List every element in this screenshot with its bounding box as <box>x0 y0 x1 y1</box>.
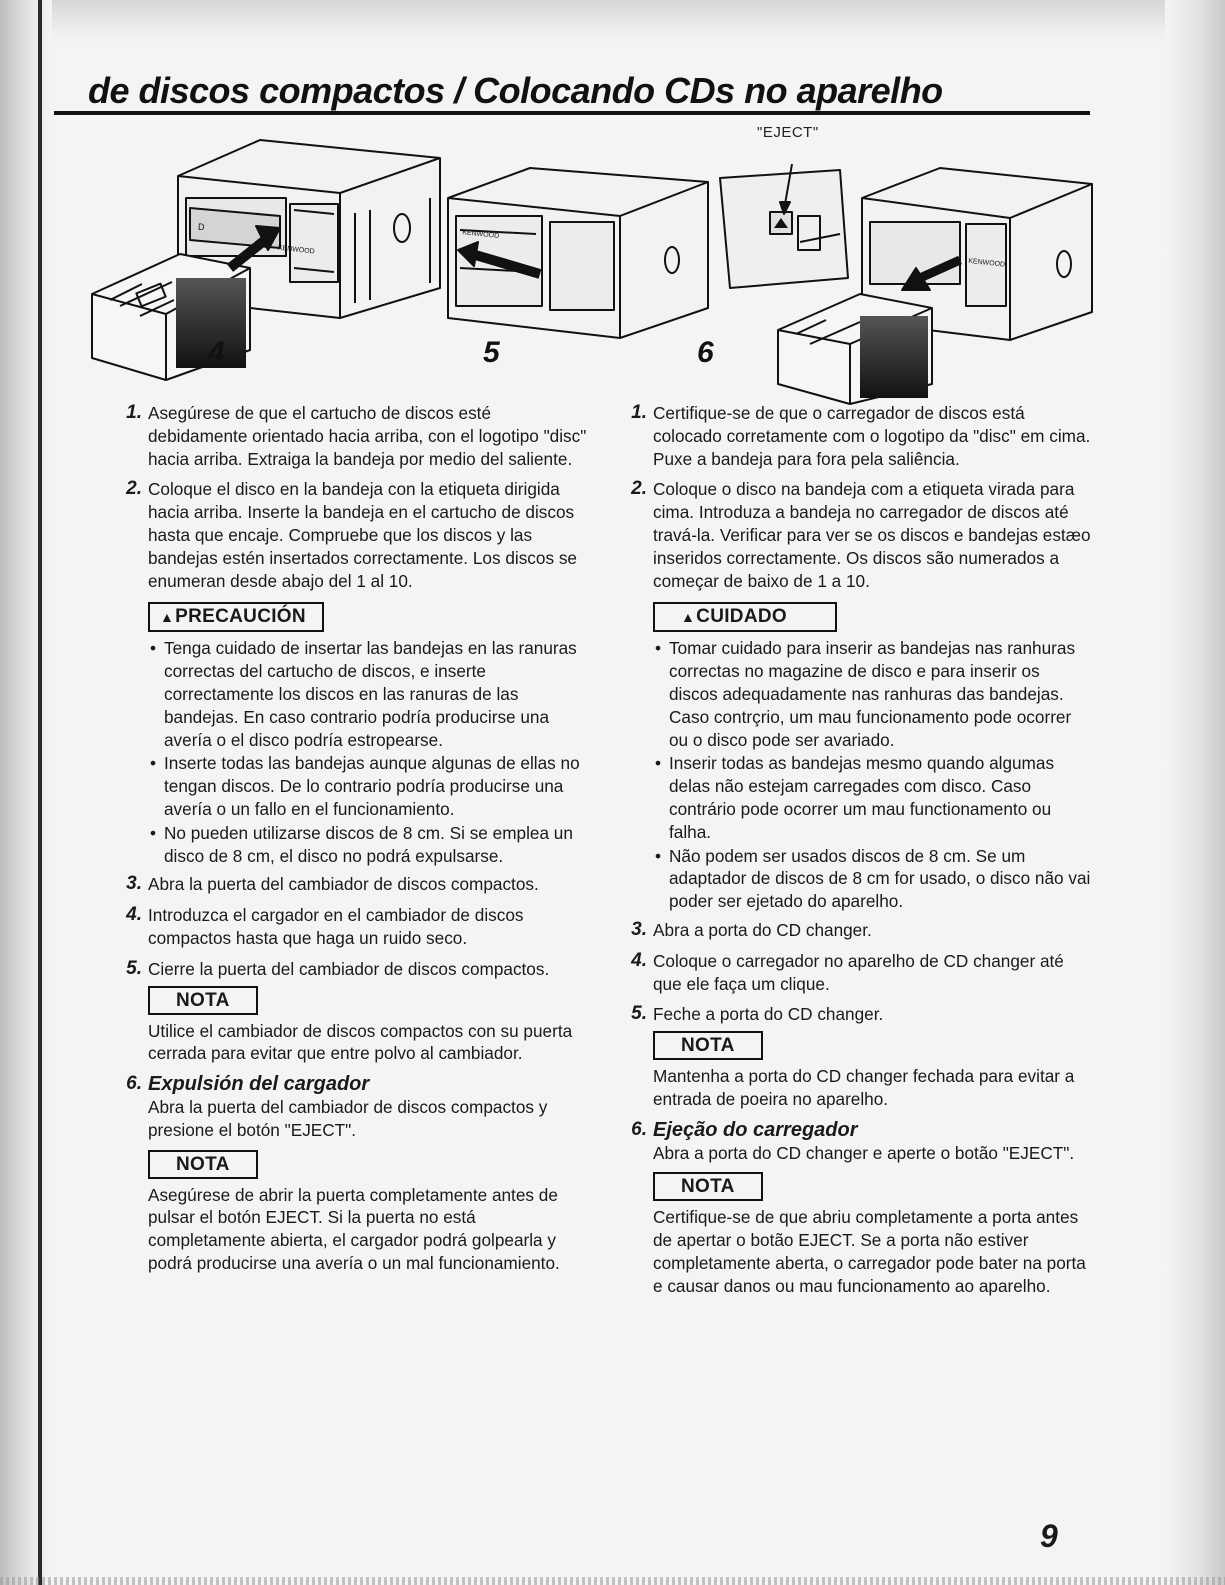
step-item <box>617 1003 1092 1026</box>
step-item <box>617 478 1092 592</box>
magazine-step4 <box>92 254 250 380</box>
note-box: NOTA <box>148 1150 258 1179</box>
page-title: de discos compactos / Colocando CDs no aparelho <box>88 70 943 111</box>
scan-edge-left <box>0 0 52 1585</box>
step-number: 1. <box>631 402 647 423</box>
list-item: • Inserte todas las bandejas aunque algunas de ellas no tengan discos. De lo contrario podría producirse una avería o un fallo en el funcionamiento. <box>148 752 587 820</box>
note-text: Utilice el cambiador de discos compactos con su puerta cerrada para evitar que entre polvo al cambiador. <box>148 1020 573 1064</box>
step-item <box>617 950 1092 996</box>
step-number: 6. <box>631 1118 647 1140</box>
step-number: 6. <box>126 1073 142 1095</box>
step-item <box>112 904 587 950</box>
step-label-5: 5 <box>483 336 500 369</box>
step-number: 2. <box>126 478 142 500</box>
scan-edge-bottom <box>0 1577 1225 1585</box>
step-text: Asegúrese de que el cartucho de discos esté debidamente orientado hacia arriba, con el logotipo "disc" hacia arriba. Extraiga la bandeja por medio del saliente. <box>148 403 587 469</box>
page-number: 9 <box>1040 1518 1058 1554</box>
brand-mark-3: KENWOOD <box>967 257 1006 269</box>
scan-edge-top <box>0 0 1225 44</box>
caution-list <box>653 637 1092 913</box>
step-text: Coloque o disco na bandeja com a etiqueta virada para cima. Introduza a bandeja no carregador de discos até travá-la. Verificar para ver se os discos e bandejas estæo inseridos correctamente. Os discos são numerados a começar de baixo de 1 a 10. <box>653 479 1091 591</box>
step-number: 5. <box>126 957 142 979</box>
step-item <box>112 402 587 470</box>
note-text: Mantenha a porta do CD changer fechada para evitar a entrada de poeira no aparelho. <box>653 1066 1075 1109</box>
section-body: Abra a porta do CD changer e aperte o botão "EJECT". <box>653 1142 1075 1163</box>
section-title: Expulsión del cargador <box>148 1073 370 1096</box>
list-item: • Não podem ser usados discos de 8 cm. Se um adaptador de discos de 8 cm for usado, o disco não vai poder ser ejetado do aparelho. <box>653 845 1092 913</box>
step-number: 1. <box>126 402 142 423</box>
spanish-column <box>112 402 587 1283</box>
step-text: Coloque el disco en la bandeja con la etiqueta dirigida hacia arriba. Inserte la bandeja en el cartucho de discos hasta que encaje. Compruebe que los discos y las bandejas estén insertados correctamente. Los discos se enumeran desde abajo del 1 al 10. <box>148 479 577 591</box>
step-item <box>112 478 587 592</box>
step-text: Introduzca el cargador en el cambiador de discos compactos hasta que haga un ruido seco. <box>148 905 524 948</box>
caution-list <box>148 637 587 867</box>
list-item: • No pueden utilizarse discos de 8 cm. Si se emplea un disco de 8 cm, el disco no podrá expulsarse. <box>148 822 587 868</box>
step-text: Coloque o carregador no aparelho de CD changer até que ele faça um clique. <box>653 950 1064 994</box>
section-title: Ejeção do carregador <box>653 1118 858 1141</box>
step-label-4: 4 <box>208 336 225 369</box>
step-text: Abra a porta do CD changer. <box>653 919 872 940</box>
note-box: NOTA <box>148 986 258 1015</box>
caution-box <box>148 602 324 632</box>
step-item <box>617 919 1092 942</box>
binding-line <box>38 0 42 1585</box>
caution-label: PRECAUCIÓN <box>175 606 306 628</box>
warning-icon: ▲ <box>681 609 696 626</box>
brand-mark-2: KENWOOD <box>461 229 500 240</box>
title-rule <box>54 111 1090 115</box>
note-box: NOTA <box>653 1031 763 1060</box>
eject-inset <box>720 164 848 288</box>
cd-changer-illustration <box>80 118 1100 408</box>
note-text: Asegúrese de abrir la puerta completamente antes de pulsar el botón EJECT. Si la puerta no está completamente abierta, el cargador podrá golpearla y podrá producirse una avería o un mal funcionamiento. <box>148 1184 560 1273</box>
eject-callout-label: "EJECT" <box>757 124 819 141</box>
step-item <box>112 958 587 981</box>
section-heading <box>617 1119 1092 1142</box>
caution-box <box>653 602 837 632</box>
step-item <box>112 873 587 896</box>
step-number: 5. <box>631 1003 647 1025</box>
list-item: • Tomar cuidado para inserir as bandejas nas ranhuras correctas no magazine de disco e para inserir os discos adequadamente nas ranhuras das bandejas. Caso contrçrio, um mau funcionamento pode ocorrer ou o disco pode ser avariado. <box>653 637 1092 751</box>
section-body: Abra la puerta del cambiador de discos compactos y presione el botón "EJECT". <box>148 1096 548 1140</box>
brand-mark-1: KENWOOD <box>277 244 315 256</box>
step-label-6: 6 <box>697 336 714 369</box>
step-text: Cierre la puerta del cambiador de discos compactos. <box>148 958 550 979</box>
scan-edge-right <box>1165 0 1225 1585</box>
step-number: 3. <box>631 918 647 940</box>
step-text: Feche a porta do CD changer. <box>653 1004 884 1025</box>
disc-mark: D <box>198 222 205 232</box>
step-number: 3. <box>126 873 142 895</box>
caution-label: CUIDADO <box>696 606 787 628</box>
step-number: 4. <box>631 949 647 971</box>
list-item: • Inserir todas as bandejas mesmo quando algumas delas não estejam carregades com disco. Caso contrário pode ocorrer um mau functionamento ou falha. <box>653 752 1092 843</box>
note-text: Certifique-se de que abriu completamente a porta antes de apertar o botão EJECT. Se a porta não estiver completamente aberta, o carregador pode bater na porta e causar danos ou mau funcionamento ao aparelho. <box>653 1207 1086 1296</box>
step-number: 2. <box>631 478 647 500</box>
step-text: Abra la puerta del cambiador de discos compactos. <box>148 874 539 895</box>
list-item: • Tenga cuidado de insertar las bandejas en las ranuras correctas del cartucho de discos, e inserte correctamente los discos en las ranuras de las bandejas. En caso contrario podría producirse una avería o el disco podría estropearse. <box>148 637 587 751</box>
magazine-step6 <box>778 294 932 404</box>
step-text: Certifique-se de que o carregador de discos está colocado corretamente com o logotipo da "disc" em cima. Puxe a bandeja para fora pela saliência. <box>653 403 1091 469</box>
warning-icon: ▲ <box>160 609 175 626</box>
step-item <box>617 402 1092 470</box>
changer-unit-step5 <box>448 168 708 338</box>
note-box: NOTA <box>653 1172 763 1201</box>
section-heading <box>112 1073 587 1096</box>
portuguese-column <box>617 402 1092 1306</box>
step-number: 4. <box>126 904 142 926</box>
